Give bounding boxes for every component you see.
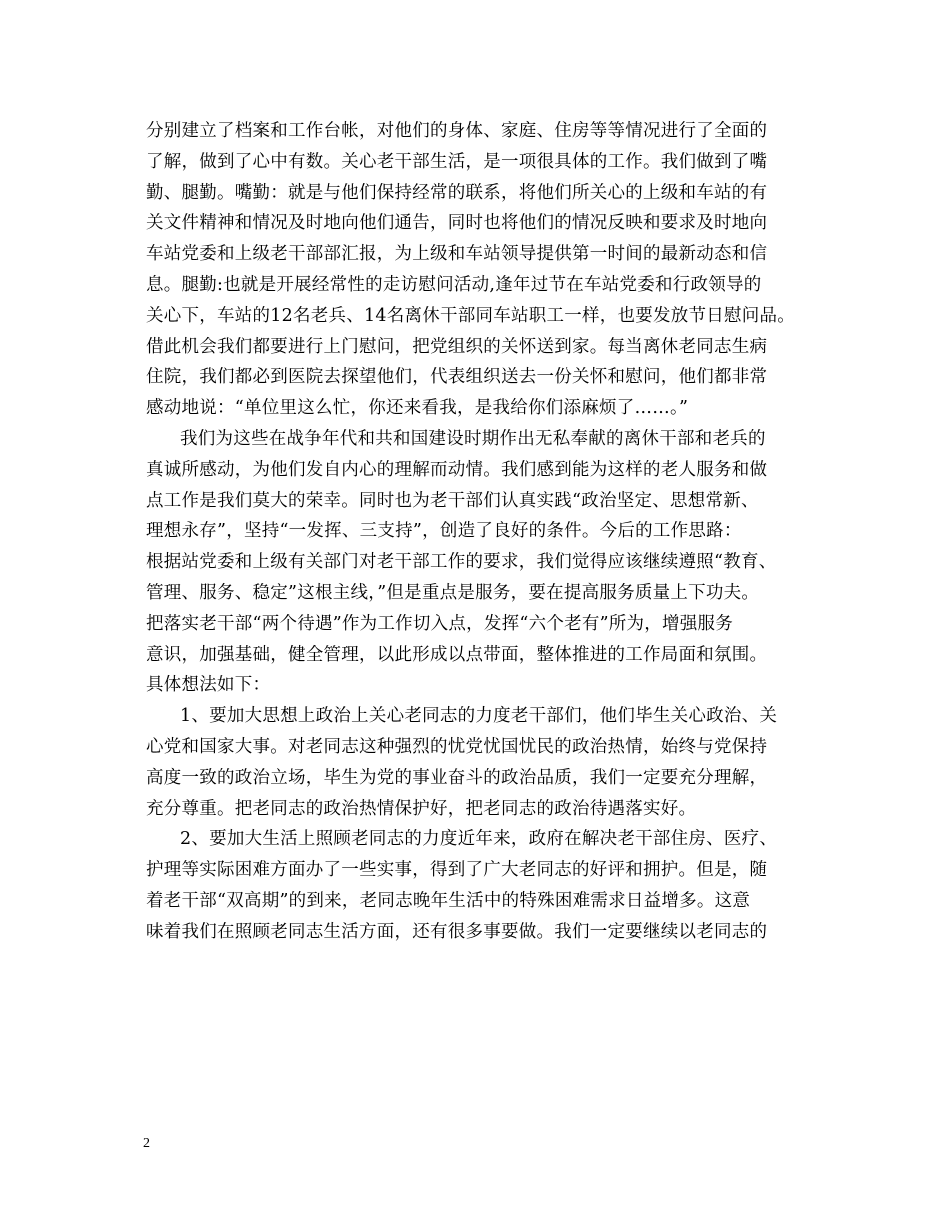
text-line: 感动地说：“单位里这么忙，你还来看我，是我给你们添麻烦了……。” (146, 398, 689, 419)
text-line: 充分尊重。把老同志的政治热情保护好，把老同志的政治待遇落实好。 (146, 798, 697, 819)
text-line: 勤、腿勤。嘴勤：就是与他们保持经常的联系，将他们所关心的上级和车站的有 (146, 182, 768, 203)
text-line: 息。腿勤:也就是开展经常性的走访慰问活动,逢年过节在车站党委和行政领导的 (146, 274, 762, 295)
page-number: 2 (143, 1136, 150, 1151)
text-line: 味着我们在照顾老同志生活方面，还有很多事要做。我们一定要继续以老同志的 (146, 921, 768, 942)
text-line: 分别建立了档案和工作台帐，对他们的身体、家庭、住房等等情况进行了全面的 (146, 121, 768, 141)
text-line: 高度一致的政治立场，毕生为党的事业奋斗的政治品质，我们一定要充分理解， (146, 767, 768, 788)
text-line: 意识，加强基础，健全管理，以此形成以点带面，整体推进的工作局面和氛围。 (146, 644, 768, 665)
text-line: 关文件精神和情况及时地向他们通告，同时也将他们的情况反映和要求及时地向 (146, 213, 768, 234)
text-line: 管理、服务、稳定”这根主线，”但是重点是服务，要在提高服务质量上下功夫。 (146, 582, 760, 603)
text-line: 把落实老干部“两个待遇”作为工作切入点，发挥“六个老有”所为，增强服务 (146, 613, 734, 634)
text-line: 车站党委和上级老干部部汇报，为上级和车站领导提供第一时间的最新动态和信 (146, 244, 768, 265)
paragraph-start-line: 2、要加大生活上照顾老同志的力度近年来，政府在解决老干部住房、医疗、 (180, 829, 778, 850)
text-line: 借此机会我们都要进行上门慰问，把党组织的关怀送到家。每当离休老同志生病 (146, 336, 768, 357)
paragraph-start-line: 我们为这些在战争年代和共和国建设时期作出无私奉献的离休干部和老兵的 (180, 428, 766, 449)
text-line: 着老干部“双高期”的到来，老同志晚年生活中的特殊困难需求日益增多。这意 (146, 890, 751, 911)
text-line: 护理等实际困难方面办了一些实事，得到了广大老同志的好评和拥护。但是，随 (146, 860, 768, 881)
text-line: 了解，做到了心中有数。关心老干部生活，是一项很具体的工作。我们做到了嘴 (146, 151, 768, 172)
paragraph-start-line: 1、要加大思想上政治上关心老同志的力度老干部们，他们毕生关心政治、关 (180, 706, 778, 727)
text-line: 住院，我们都必到医院去探望他们，代表组织送去一份关怀和慰问，他们都非常 (146, 367, 768, 388)
text-line: 根据站党委和上级有关部门对老干部工作的要求，我们觉得应该继续遵照“教育、 (146, 552, 777, 573)
text-line: 真诚所感动，为他们发自内心的理解而动情。我们感到能为这样的老人服务和做 (146, 459, 768, 480)
text-line: 心党和国家大事。对老同志这种强烈的忧党忧国忧民的政治热情，始终与党保持 (146, 736, 768, 757)
document-body-text (146, 116, 806, 948)
text-line: 理想永存”，坚持“一发挥、三支持”，创造了良好的条件。今后的工作思路： (146, 521, 742, 542)
text-line: 点工作是我们莫大的荣幸。同时也为老干部们认真实践“政治坚定、思想常新、 (146, 490, 759, 511)
text-line: 具体想法如下： (146, 675, 271, 696)
text-line: 关心下，车站的12名老兵、14名离休干部同车站职工一样，也要发放节日慰问品。 (146, 305, 796, 326)
